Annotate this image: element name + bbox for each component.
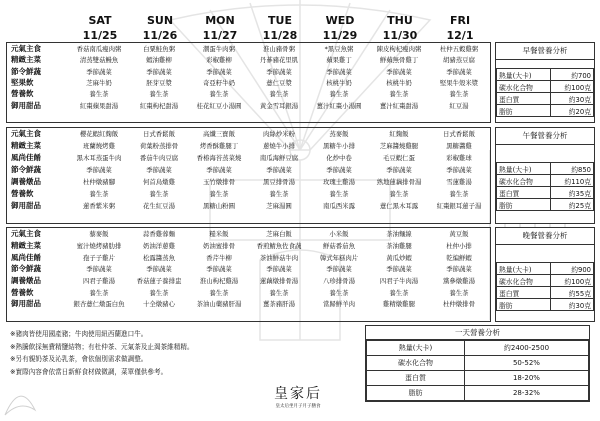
dinner-nutrition-box: 晚餐營養分析 熱量(大卡) 約900 碳水化合物 約100克 蛋白質 約55克 脂肪 約30克 (495, 227, 595, 322)
brand-logo: 皇家后 皇太后坐月子月子膳食 (274, 386, 322, 409)
menu-row: 營養飲 養生茶 養生茶 養生茶 養生茶 養生茶 養生茶 養生茶 (11, 188, 469, 198)
menu-row: 風尚佳餚 黑木耳蒸蛋牛肉 番茄牛肉豆腐 香椿海苔蒸菜燒 南瓜海鮮豆腐 化炒中卷 毛豆蝦仁蛋 彩椒雞球 (11, 153, 472, 163)
menu-row: 節令鮮蔬 季節蔬菜 季節蔬菜 季節蔬菜 季節蔬菜 季節蔬菜 季節蔬菜 季節蔬菜 (11, 66, 472, 76)
menu-row: 元氣主食 櫻花蝦紅麴飯 日式香鬆飯 高纖三寶飯 肉絲炒米粉 蒸麥飯 紅麴飯 日式香鬆飯 (11, 129, 475, 139)
menu-row: 精緻主菜 清蒸雙菇鰻魚 蝦油雞柳 彩椒雞柳 丹蔘豬花里肌 蘋果雞丁 鮮蘋無骨雞丁 胡豬蒸豆腐 (11, 55, 475, 65)
day-header: THU 11/30 (382, 14, 418, 42)
menu-row: 風尚佳餚 孢子子雞片 松露醬蒸魚 香芹牛柳 茶油鮮菇牛肉 韓式年糕肉片 黃瓜炒蝦 乾煸鮮蝦 (11, 252, 472, 262)
menu-row (7, 310, 490, 322)
note-line: ※實際內容會依當日新鮮食材做微調，菜單僅供參考。 (10, 367, 168, 376)
menu-row: 調養燉品 四君子雞湯 香菇蓮子養排盅 淮山枸杞雞湯 蓮藕燉排骨湯 八珍排骨湯 四君子牛肉湯 黨參燉雞湯 (11, 276, 475, 286)
menu-row: 調養燉品 杜仲燉豬腳 何首烏燉雞 玉竹燉排骨 黑豆排骨湯 玫瑰土雞湯 熟地蓮藕排骨湯 雪蓮雞湯 (11, 177, 472, 186)
dinner-block (6, 227, 491, 322)
day-header: WED 11/29 (322, 14, 358, 42)
menu-row: 節令鮮蔬 季節蔬菜 季節蔬菜 季節蔬菜 季節蔬菜 季節蔬菜 季節蔬菜 季節蔬菜 (11, 264, 472, 274)
menu-row: 御用甜品 紅棗蘋果甜湯 紅棗枸杞甜湯 桂花紅豆小湯圓 黃金雪耳銀湯 薑汁紅棗小湯圓 薑汁紅棗甜湯 紅豆湯 (11, 100, 469, 110)
lunch-block (6, 127, 491, 224)
note-line: ※豬肉皆使用國產豬；牛肉使用紐西蘭進口牛。 (10, 330, 148, 338)
day-header: TUE 11/28 (262, 14, 298, 42)
menu-row (7, 211, 490, 223)
breakfast-nutrition-box: 早餐營養分析 熱量(大卡) 約700 碳水化合物 約100克 蛋白質 約30克 脂肪 約20克 (495, 42, 595, 123)
menu-row: 營養飲 養生茶 養生茶 養生茶 養生茶 養生茶 養生茶 養生茶 (11, 89, 469, 99)
menu-row: 節令鮮蔬 季節蔬菜 季節蔬菜 季節蔬菜 季節蔬菜 季節蔬菜 季節蔬菜 季節蔬菜 (11, 165, 472, 175)
day-header: FRI 12/1 (446, 14, 474, 42)
menu-row: 御用甜品 蓮香紫米粥 花生紅豆湯 黑糖山粉圓 芝麻湯圓 南瓜西米露 薏仁黑木耳露 紅棗銀耳蓮子湯 (11, 200, 482, 210)
notes (10, 328, 360, 378)
menu-row: 元氣主食 藜麥飯 蒜香雞蓉麵 糙米飯 芝麻白飯 小米飯 茶油麵線 黃豆飯 (11, 229, 469, 239)
menu-row: 堅果飲 芝麻牛奶 胚芽豆漿 奇亞籽牛奶 薏仁豆漿 核桃牛奶 核桃牛奶 堅果牛殼米漿 (11, 78, 479, 88)
daily-nutrition-table: 一天營養分析 熱量(大卡) 約2400-2500 碳水化合物 50-52% 蛋白質 18-20% 脂肪 28-32% (365, 325, 590, 402)
lunch-nutrition-box: 午餐營養分析 熱量(大卡) 約850 碳水化合物 約110克 蛋白質 約35克 脂肪 約25克 (495, 127, 595, 224)
note-line: ※另有親奶茶及沁乳茶，會依個別需求做調整。 (10, 355, 148, 363)
breakfast-block (6, 42, 491, 123)
day-header: SAT 11/25 (82, 14, 118, 42)
menu-row: 營養飲 養生茶 養生茶 養生茶 養生茶 養生茶 養生茶 養生茶 (11, 287, 469, 297)
menu-row: 元氣主食 香菇南瓜瘦肉粥 白粟鮭魚粥 潮蛋牛肉粥 淮山豬骨粥 *黑豆魚粥 陳皮枸杞瘦肉粥 杜仲五穀雞粥 (11, 44, 479, 54)
note-line: ※熱騰飲採無費精鹽結物；有杜仲茶、元氣茶及止渴茶維精精。 (10, 342, 194, 351)
menu-row: 御用甜品 銀杏薏仁燉蛋白魚 十全燉豬心 茶油山藥豬肝湯 薑茶豬肝湯 當歸鮮羊肉 雞精燉雞腿 杜仲燉排骨 (11, 299, 475, 309)
menu-row: 精緻主菜 班蘭燒烤雞 荷葉粉蒸排骨 烤香酥雞腿丁 蔥燒牛小排 黑糖牛小排 芝麻醬燒雞腿 黑糖醬雞 (11, 141, 472, 151)
menu-row: 精緻主菜 蜜汁燒烤豬肋排 奶油洋蔥雞 奶油蜜排骨 香煎鯖魚佐食蔬 鮮菇番茄魚 茶油雞腿 杜仲小排 (11, 241, 472, 251)
day-header: SUN 11/26 (142, 14, 178, 42)
menu-row (7, 111, 490, 122)
day-header: MON 11/27 (202, 14, 238, 42)
